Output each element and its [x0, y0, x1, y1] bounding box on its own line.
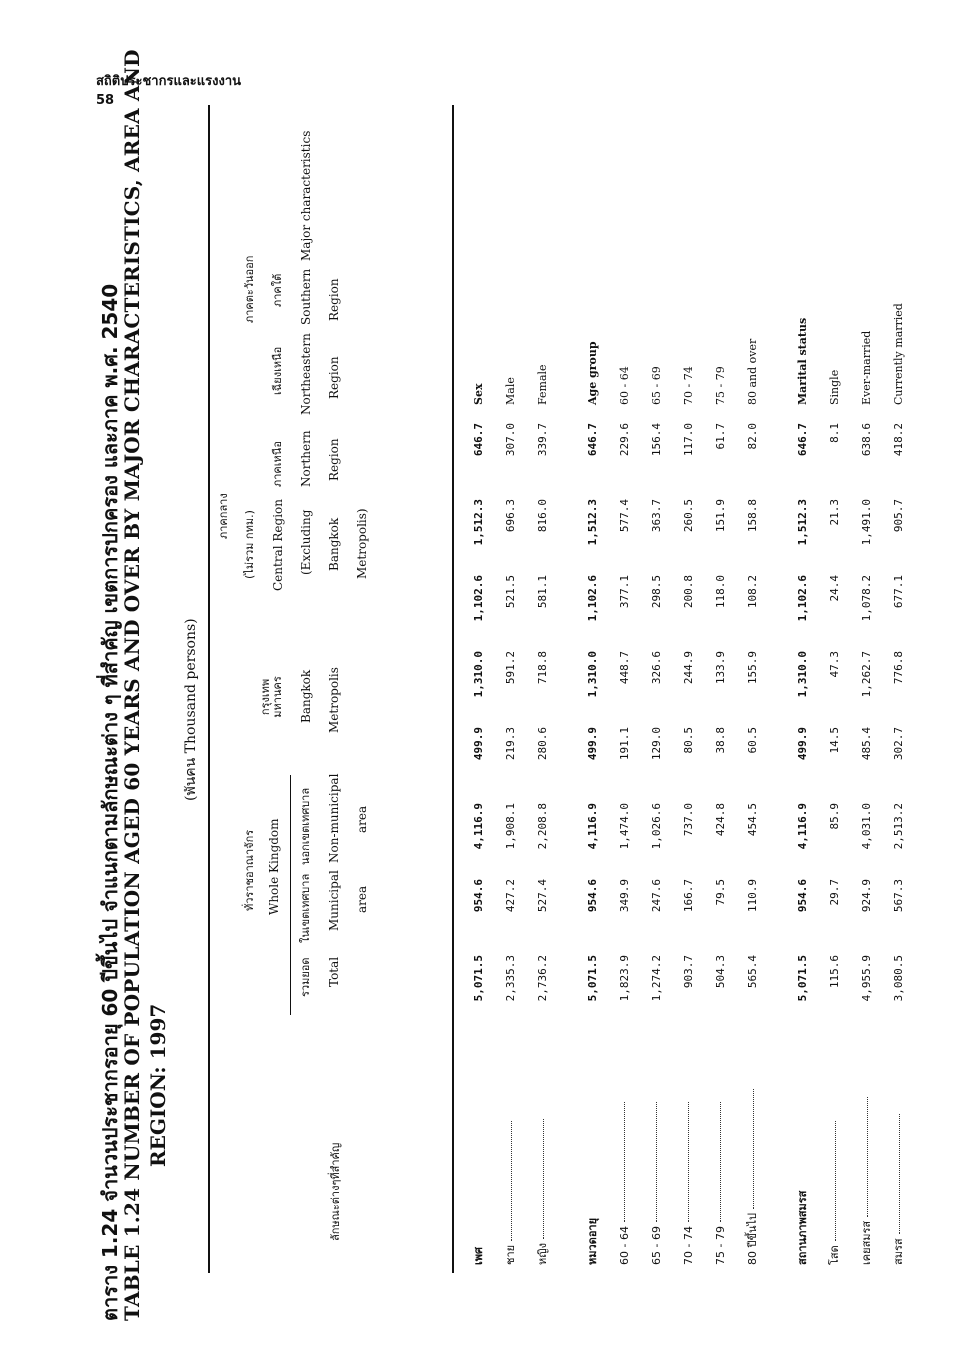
row-spacer — [558, 185, 576, 1265]
table-group-row — [576, 185, 608, 1265]
row-label-english: Sex — [471, 383, 485, 405]
leader-dots — [624, 1102, 625, 1222]
table-cell: 82.0 — [745, 423, 759, 450]
row-label-thai — [818, 1025, 850, 1265]
table-cell: 527.4 — [535, 879, 549, 913]
table-cell: 2,335.3 — [503, 955, 517, 1002]
leader-dots — [835, 1121, 836, 1241]
table-cell: 108.2 — [745, 575, 759, 609]
row-label-english: Currently married — [891, 303, 905, 405]
table-cell: 954.6 — [471, 879, 485, 913]
table-cell: 118.0 — [713, 575, 727, 609]
col-header-northern-en: Northern — [299, 430, 313, 487]
table-cell: 504.3 — [713, 955, 727, 989]
table-cell: 646.7 — [795, 423, 809, 457]
table-row — [882, 185, 914, 1265]
row-label-thai — [672, 1025, 704, 1265]
table-cell: 166.7 — [681, 879, 695, 913]
col-header-southern-en: Southern — [299, 268, 313, 325]
table-cell: 117.0 — [681, 423, 695, 457]
col-header-bangkok-thai: กรุงเทพ มหานคร — [259, 676, 285, 718]
row-label-thai — [494, 1025, 526, 1265]
table-cell: 155.9 — [745, 651, 759, 685]
leader-dots — [899, 1114, 900, 1234]
row-label-thai-text: 70 - 74 — [681, 1226, 695, 1265]
table-cell: 677.1 — [891, 575, 905, 609]
table-cell: 577.4 — [617, 499, 631, 533]
table-cell: 1,026.6 — [649, 803, 663, 850]
col-header-central-thai: (ไม่รวม กทม.) — [243, 510, 256, 579]
row-label-thai-text: สมรส — [892, 1238, 905, 1265]
whole-kingdom-underline — [290, 775, 291, 1015]
row-label-thai — [526, 1025, 558, 1265]
top-rule — [208, 105, 210, 1273]
stub-header-thai: ลักษณะต่างๆที่สำคัญ — [329, 1142, 342, 1241]
table-group-row — [786, 185, 818, 1265]
table-cell: 499.9 — [585, 727, 599, 761]
table-cell: 2,208.8 — [535, 803, 549, 850]
row-label-thai-text: ชาย — [504, 1244, 517, 1265]
table-row — [608, 185, 640, 1265]
table-cell: 1,823.9 — [617, 955, 631, 1002]
leader-dots — [656, 1102, 657, 1222]
table-cell: 24.4 — [827, 575, 841, 602]
table-cell: 646.7 — [471, 423, 485, 457]
table-cell: 696.3 — [503, 499, 517, 533]
row-label-thai — [786, 1025, 818, 1265]
table-cell: 2,736.2 — [535, 955, 549, 1002]
row-label-thai-text: หญิง — [536, 1243, 549, 1265]
row-label-english: Single — [827, 369, 841, 405]
page-number: 58 — [96, 93, 115, 108]
leader-dots — [720, 1102, 721, 1222]
table-cell: 156.4 — [649, 423, 663, 457]
table-cell: 247.6 — [649, 879, 663, 913]
central-header-thai: ภาคกลาง — [217, 493, 230, 539]
table-cell: 47.3 — [827, 651, 841, 678]
table-cell: 339.7 — [535, 423, 549, 457]
row-label-english: Female — [535, 364, 549, 405]
table-cell: 14.5 — [827, 727, 841, 754]
table-cell: 5,071.5 — [471, 955, 485, 1002]
col-header-central-en: Central Region — [271, 499, 285, 591]
table-cell: 499.9 — [795, 727, 809, 761]
table-cell: 1,102.6 — [471, 575, 485, 622]
table-cell: 903.7 — [681, 955, 695, 989]
table-cell: 61.7 — [713, 423, 727, 450]
row-label-thai — [704, 1025, 736, 1265]
col-header-central-en4: Metropolis) — [355, 508, 369, 579]
table-cell: 4,955.9 — [859, 955, 873, 1002]
row-label-thai-text: โสด — [828, 1245, 841, 1265]
table-cell: 363.7 — [649, 499, 663, 533]
table-cell: 499.9 — [471, 727, 485, 761]
col-header-municipal-thai: ในเขตเทศบาล — [299, 873, 312, 943]
table-cell: 1,102.6 — [795, 575, 809, 622]
table-cell: 1,310.0 — [585, 651, 599, 698]
table-cell: 4,116.9 — [585, 803, 599, 850]
table-cell: 424.8 — [713, 803, 727, 837]
row-label-english: 60 - 64 — [617, 366, 631, 405]
table-title-thai: ตาราง 1.24 จำนวนประชากรอายุ 60 ปีขึ้นไป จำแนกตามลักษณะต่าง ๆ ที่สำคัญ เขตการปกครอง และภาค พ.ศ. 2540 — [98, 283, 122, 1321]
table-row — [850, 185, 882, 1265]
table-cell: 718.8 — [535, 651, 549, 685]
table-cell: 924.9 — [859, 879, 873, 913]
col-header-total-en: Total — [327, 956, 341, 987]
table-cell: 3,080.5 — [891, 955, 905, 1002]
table-cell: 110.9 — [745, 879, 759, 913]
row-label-english: Marital status — [795, 317, 809, 405]
col-header-northern-thai: ภาคเหนือ — [271, 441, 284, 487]
table-cell: 5,071.5 — [585, 955, 599, 1002]
table-cell: 1,262.7 — [859, 651, 873, 698]
table-cell: 1,512.3 — [795, 499, 809, 546]
table-cell: 244.9 — [681, 651, 695, 685]
data-table-body — [462, 185, 914, 1265]
row-label-thai-text: หมวดอายุ — [586, 1217, 599, 1265]
table-cell: 79.5 — [713, 879, 727, 906]
col-header-municipal-en: Municipal — [327, 870, 341, 931]
table-cell: 737.0 — [681, 803, 695, 837]
col-header-southern-thai: ภาคใต้ — [271, 273, 284, 307]
table-cell: 776.8 — [891, 651, 905, 685]
table-cell: 151.9 — [713, 499, 727, 533]
row-label-english: 80 and over — [745, 338, 759, 405]
row-label-thai-text: สถานภาพสมรส — [796, 1190, 809, 1265]
row-label-thai — [462, 1025, 494, 1265]
table-cell: 29.7 — [827, 879, 841, 906]
row-label-english: Age group — [585, 341, 599, 405]
table-cell: 377.1 — [617, 575, 631, 609]
row-label-english: Male — [503, 377, 517, 405]
spacer-cell — [558, 185, 576, 1265]
col-header-northeastern-thai: เฉียงเหนือ — [271, 346, 284, 395]
table-cell: 229.6 — [617, 423, 631, 457]
table-group-row — [462, 185, 494, 1265]
col-header-southern-en2: Region — [327, 278, 341, 321]
table-cell: 816.0 — [535, 499, 549, 533]
unit-note: (พันคน Thousand persons) — [183, 618, 199, 801]
stub-header-english: Major characteristics — [299, 130, 313, 261]
table-cell: 200.8 — [681, 575, 695, 609]
row-label-thai — [640, 1025, 672, 1265]
table-cell: 1,474.0 — [617, 803, 631, 850]
table-cell: 1,078.2 — [859, 575, 873, 622]
table-title-english-cont: REGION: 1997 — [146, 1003, 170, 1167]
table-cell: 2,513.2 — [891, 803, 905, 850]
row-label-thai — [608, 1025, 640, 1265]
col-header-nonmunicipal-thai: นอกเขตเทศบาล — [299, 787, 312, 865]
row-label-english: 75 - 79 — [713, 366, 727, 405]
northeast-header-thai: ภาคตะวันออก — [243, 255, 256, 323]
book-title: สถิติประชากรและแรงงาน — [96, 74, 242, 89]
table-cell: 954.6 — [585, 879, 599, 913]
table-row — [818, 185, 850, 1265]
table-cell: 280.6 — [535, 727, 549, 761]
header-bottom-rule — [452, 105, 454, 1273]
row-label-thai — [736, 1025, 768, 1265]
col-header-central-en3: Bangkok — [327, 517, 341, 571]
table-cell: 1,491.0 — [859, 499, 873, 546]
leader-dots — [511, 1121, 512, 1241]
table-cell: 1,274.2 — [649, 955, 663, 1002]
table-row — [494, 185, 526, 1265]
table-cell: 307.0 — [503, 423, 517, 457]
table-cell: 1,512.3 — [585, 499, 599, 546]
table-cell: 485.4 — [859, 727, 873, 761]
table-cell: 60.5 — [745, 727, 759, 754]
table-row — [526, 185, 558, 1265]
table-cell: 591.2 — [503, 651, 517, 685]
row-label-thai-text: 60 - 64 — [617, 1226, 631, 1265]
col-header-bangkok-en: Bangkok — [299, 669, 313, 723]
table-cell: 4,116.9 — [471, 803, 485, 850]
row-spacer — [768, 185, 786, 1265]
row-label-thai — [576, 1025, 608, 1265]
table-cell: 1,908.1 — [503, 803, 517, 850]
table-cell: 4,031.0 — [859, 803, 873, 850]
leader-dots — [543, 1119, 544, 1239]
table-cell: 4,116.9 — [795, 803, 809, 850]
table-cell: 565.4 — [745, 955, 759, 989]
whole-kingdom-header-thai: ทั่วราชอาณาจักร — [243, 829, 256, 911]
table-cell: 521.5 — [503, 575, 517, 609]
table-row — [672, 185, 704, 1265]
table-row — [704, 185, 736, 1265]
col-header-bangkok-en2: Metropolis — [327, 667, 341, 733]
spacer-cell — [768, 185, 786, 1265]
table-cell: 191.1 — [617, 727, 631, 761]
table-cell: 219.3 — [503, 727, 517, 761]
col-header-northeastern-en: Northeastern — [299, 333, 313, 415]
table-cell: 581.1 — [535, 575, 549, 609]
table-cell: 326.6 — [649, 651, 663, 685]
table-cell: 905.7 — [891, 499, 905, 533]
table-cell: 646.7 — [585, 423, 599, 457]
table-cell: 133.9 — [713, 651, 727, 685]
row-label-thai-text: 80 ปีขึ้นไป — [746, 1212, 759, 1265]
data-table — [462, 185, 914, 1265]
table-cell: 158.8 — [745, 499, 759, 533]
table-cell: 115.6 — [827, 955, 841, 989]
table-cell: 21.3 — [827, 499, 841, 526]
table-cell: 129.0 — [649, 727, 663, 761]
row-label-thai-text: 65 - 69 — [649, 1226, 663, 1265]
row-label-thai — [850, 1025, 882, 1265]
table-cell: 638.6 — [859, 423, 873, 457]
table-cell: 1,310.0 — [471, 651, 485, 698]
table-cell: 1,102.6 — [585, 575, 599, 622]
row-label-thai-text: เคยสมรส — [860, 1220, 873, 1265]
table-cell: 954.6 — [795, 879, 809, 913]
leader-dots — [867, 1097, 868, 1217]
whole-kingdom-header-en: Whole Kingdom — [267, 818, 281, 915]
table-cell: 38.8 — [713, 727, 727, 754]
table-cell: 1,310.0 — [795, 651, 809, 698]
row-label-english: Ever-married — [859, 330, 873, 405]
leader-dots — [753, 1089, 754, 1209]
table-row — [640, 185, 672, 1265]
table-cell: 302.7 — [891, 727, 905, 761]
col-header-nonmunicipal-en: Non-municipal — [327, 773, 341, 863]
col-header-municipal-en2: area — [355, 885, 369, 913]
row-label-thai-text: 75 - 79 — [713, 1226, 727, 1265]
leader-dots — [688, 1102, 689, 1222]
table-cell: 567.3 — [891, 879, 905, 913]
col-header-northern-en2: Region — [327, 438, 341, 481]
col-header-northeastern-en2: Region — [327, 356, 341, 399]
table-row — [736, 185, 768, 1265]
table-cell: 349.9 — [617, 879, 631, 913]
table-cell: 5,071.5 — [795, 955, 809, 1002]
table-cell: 80.5 — [681, 727, 695, 754]
col-header-total-thai: รวมยอด — [299, 957, 312, 997]
row-label-english: 65 - 69 — [649, 366, 663, 405]
table-cell: 260.5 — [681, 499, 695, 533]
table-cell: 298.5 — [649, 575, 663, 609]
table-cell: 85.9 — [827, 803, 841, 830]
table-cell: 418.2 — [891, 423, 905, 457]
row-label-english: 70 - 74 — [681, 366, 695, 405]
table-cell: 8.1 — [827, 423, 841, 443]
row-label-thai-text: เพศ — [472, 1247, 485, 1265]
col-header-nonmunicipal-en2: area — [355, 805, 369, 833]
table-cell: 454.5 — [745, 803, 759, 837]
table-cell: 427.2 — [503, 879, 517, 913]
table-cell: 448.7 — [617, 651, 631, 685]
row-label-thai — [882, 1025, 914, 1265]
table-title-english: TABLE 1.24 NUMBER OF POPULATION AGED 60 YEARS AND OVER BY MAJOR CHARACTERISTICS, AREA AND — [120, 49, 144, 1321]
table-cell: 1,512.3 — [471, 499, 485, 546]
col-header-central-en2: (Excluding — [299, 509, 313, 575]
